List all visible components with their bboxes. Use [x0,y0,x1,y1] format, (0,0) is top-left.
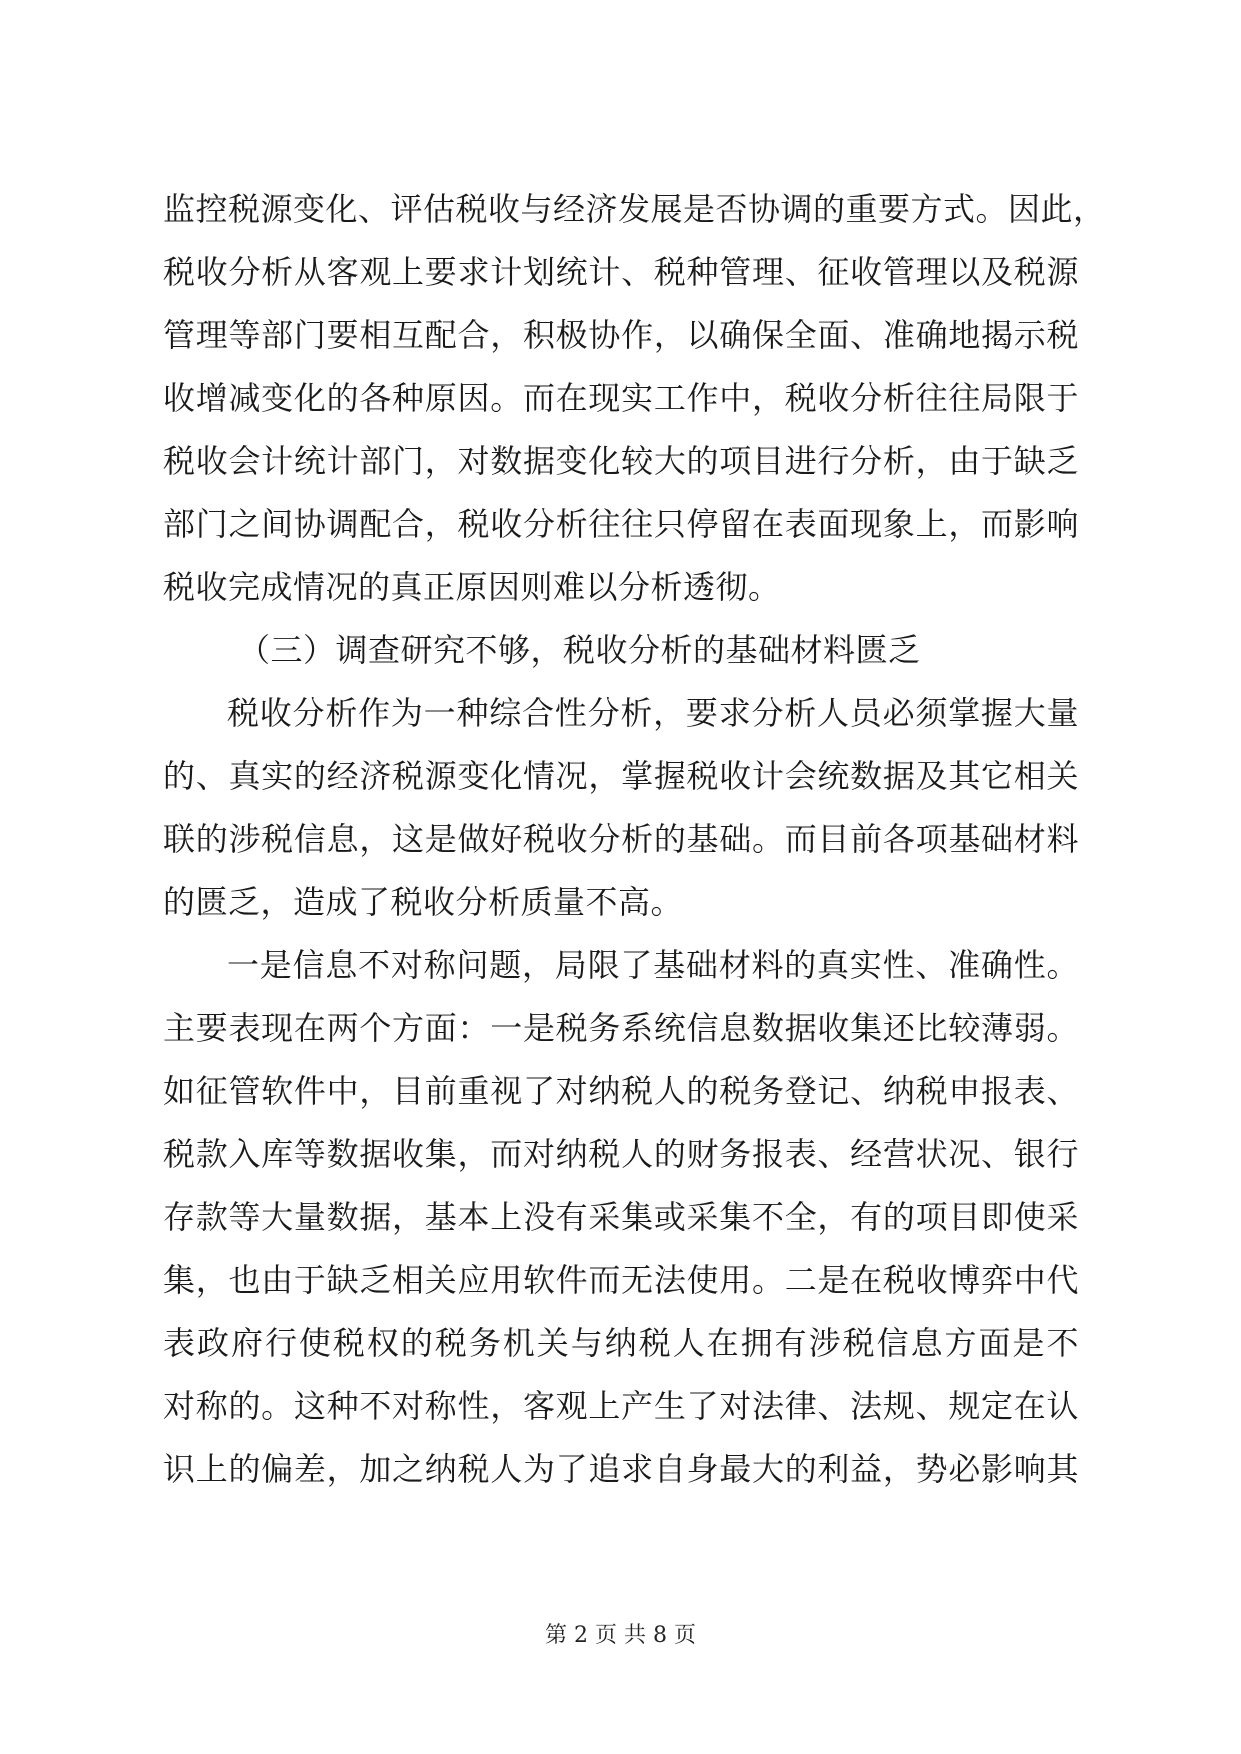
text-line: 的匮乏，造成了税收分析质量不高。 [163,883,684,921]
text-line: 存款等大量数据，基本上没有采集或采集不全，有的项目即使采 [163,1198,1079,1236]
text-line: 税收完成情况的真正原因则难以分析透彻。 [163,568,781,606]
text-line: 税收会计统计部门，对数据变化较大的项目进行分析，由于缺乏 [163,442,1079,480]
text-line: 监控税源变化、评估税收与经济发展是否协调的重要方式。因此， [163,190,1106,228]
page-footer [0,1618,1241,1649]
document-body [163,178,1106,1501]
page-number: 第 2 页 共 8 页 [545,1623,696,1648]
text-line: 税收分析作为一种综合性分析，要求分析人员必须掌握大量 [227,694,1079,732]
text-line: 如征管软件中，目前重视了对纳税人的税务登记、纳税申报表、 [163,1072,1079,1110]
text-line: 税款入库等数据收集，而对纳税人的财务报表、经营状况、银行 [163,1135,1079,1173]
text-line: 管理等部门要相互配合，积极协作，以确保全面、准确地揭示税 [163,316,1079,354]
text-line: 部门之间协调配合，税收分析往往只停留在表面现象上，而影响 [163,505,1079,543]
text-line: 识上的偏差，加之纳税人为了追求自身最大的利益，势必影响其 [163,1450,1079,1488]
text-line: 的、真实的经济税源变化情况，掌握税收计会统数据及其它相关 [163,757,1079,795]
text-line: 集，也由于缺乏相关应用软件而无法使用。二是在税收博弈中代 [163,1261,1079,1299]
text-line: 联的涉税信息，这是做好税收分析的基础。而目前各项基础材料 [163,820,1079,858]
text-line: 主要表现在两个方面：一是税务系统信息数据收集还比较薄弱。 [163,1009,1079,1047]
text-line: 收增减变化的各种原因。而在现实工作中，税收分析往往局限于 [163,379,1079,417]
text-line: 对称的。这种不对称性，客观上产生了对法律、法规、规定在认 [163,1387,1079,1425]
text-line: 表政府行使税权的税务机关与纳税人在拥有涉税信息方面是不 [163,1324,1079,1362]
paragraph [163,682,1079,934]
text-line: （三）调查研究不够，税收分析的基础材料匮乏 [238,631,921,669]
paragraph [163,934,1079,1501]
section-heading [163,619,1079,682]
text-line: 税收分析从客观上要求计划统计、税种管理、征收管理以及税源 [163,253,1079,291]
paragraph [163,178,1106,619]
text-line: 一是信息不对称问题，局限了基础材料的真实性、准确性。 [227,946,1079,984]
